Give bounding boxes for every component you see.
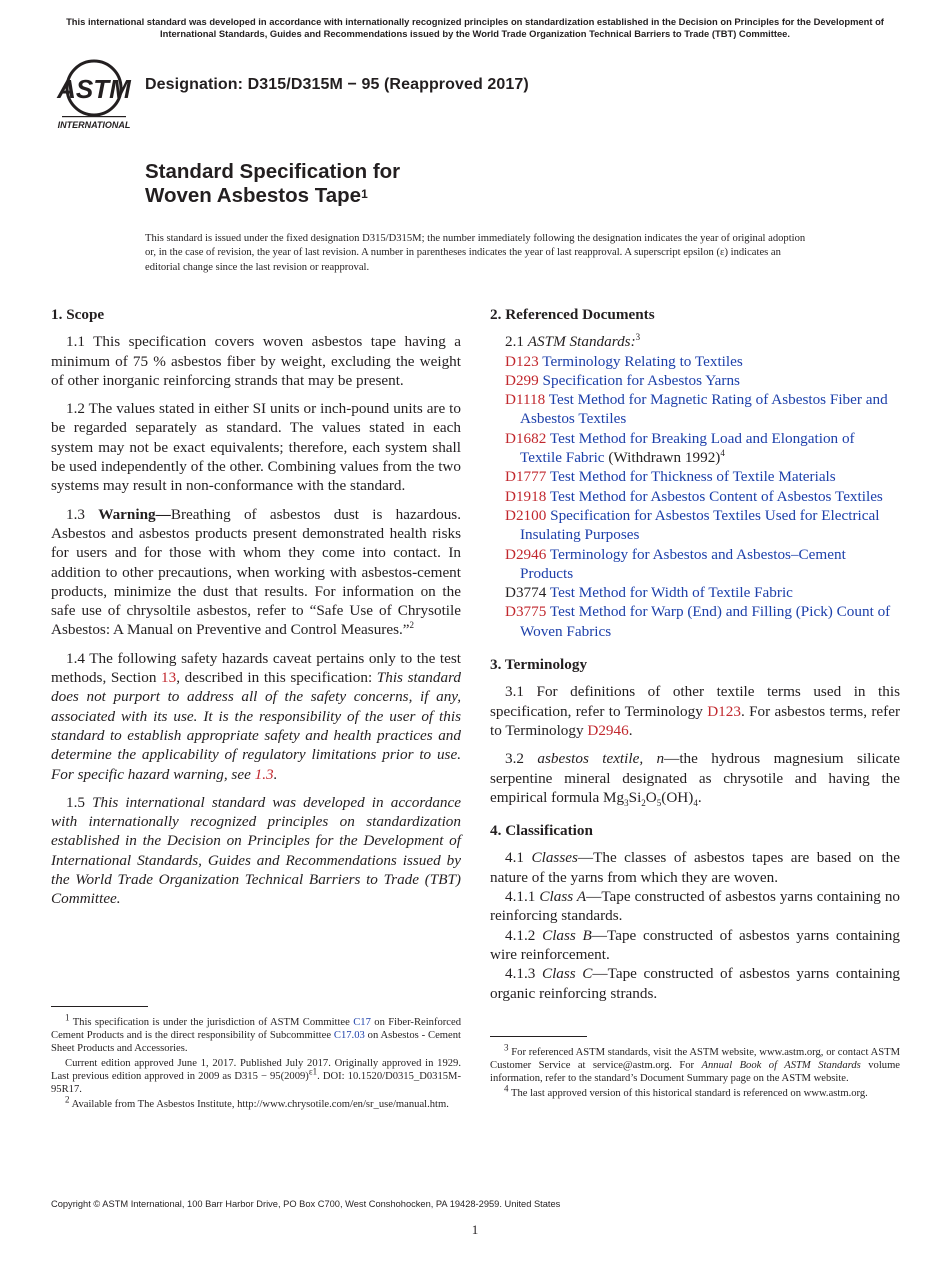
- footnote-text: For referenced ASTM standards, visit the ASTM website, www.astm.org, or contact ASTM Customer Service at service@astm.org. For: [490, 1047, 900, 1071]
- section-13-link[interactable]: 13: [161, 669, 177, 687]
- para-4-1-2: [490, 926, 900, 965]
- para-end: .: [697, 788, 702, 806]
- footnote-2: [51, 1094, 461, 1111]
- para-text: —Tape constructed of asbestos yarns containing organic reinforcing strands.: [490, 965, 901, 1002]
- c17-link[interactable]: C17: [353, 1017, 371, 1028]
- document-code-link[interactable]: D3774: [505, 584, 547, 602]
- formula-subscript: 5: [656, 797, 662, 808]
- footnote-text: This specification is under the jurisdiction of ASTM Committee: [72, 1017, 350, 1028]
- document-code-link[interactable]: D1682: [505, 429, 547, 447]
- para-4-1-1: [490, 887, 900, 926]
- footnote-text: on Fiber-Reinforced Cement Products and is the direct responsibility of Subcommittee: [51, 1017, 462, 1041]
- para-text: —The classes of asbestos tapes are based on the nature of the yarns from which they are woven.: [490, 849, 901, 886]
- warning-text: Breathing of asbestos dust is hazardous. Asbestos and asbestos products present demonstrated health risks for users and for those with whom they come into contact. In addition to other precautions, when working with asbestos-cement products, minimize the dust that results. For information on the safe use of chrysoltile asbestos, refer to “Safe Use of Chrysotile Asbestos: A Manual on Preventive and Control Measures.”: [51, 505, 461, 639]
- footnote-4: [490, 1083, 900, 1100]
- document-title-link[interactable]: Terminology Relating to Textiles: [542, 352, 743, 370]
- svg-text:INTERNATIONAL: INTERNATIONAL: [57, 120, 131, 130]
- para-1-1: 1.1 This specification covers woven asbestos tape having a minimum of 75 % asbestos fiber by weight, excluding the weight of other inorganic reinforcing strands that may be present.: [51, 333, 461, 389]
- right-column: [490, 305, 900, 1003]
- footnote-mark: 2: [65, 1094, 70, 1105]
- footnote-text: . DOI: 10.1520/D0315_D0315M-95R17.: [51, 1071, 461, 1095]
- astm-logo: [54, 58, 134, 130]
- document-title-link[interactable]: Terminology for Asbestos and Asbestos–Cement Products: [520, 545, 846, 582]
- footnote-3: [490, 1042, 901, 1085]
- safety-caveat-text: This standard does not purport to address all of the safety concerns, if any, associated with its use. It is the responsibility of the user of this standard to establish appropriate safety and health practices and determine the applicability of regulatory limitations prior to use. For specific hazard warning, see: [51, 669, 462, 783]
- para-3-2: [490, 749, 900, 807]
- document-title-link[interactable]: Test Method for Asbestos Content of Asbestos Textiles: [549, 487, 883, 505]
- para-number: 4.1.1: [505, 888, 536, 906]
- para-1-4: [51, 649, 461, 784]
- wto-statement: This international standard was developed in accordance with internationally recognized principles on standardization established in the Decision on Principles for the Development of International Standards, Guides and Recommendations issued by the World Trade Organization Technical Barriers to Trade (TBT) Committee.: [51, 793, 462, 908]
- defined-term: asbestos textile, n: [537, 750, 665, 768]
- document-title-link[interactable]: Test Method for Breaking Load and Elongation of Textile Fabric: [520, 429, 855, 467]
- para-number: 4.1.3: [505, 965, 536, 983]
- section-heading-classification: 4. Classification: [490, 822, 593, 840]
- referenced-document-item: [490, 390, 900, 429]
- document-title-link[interactable]: Specification for Asbestos Yarns: [542, 371, 740, 389]
- left-column: [51, 305, 461, 918]
- c17-03-link[interactable]: C17.03: [333, 1030, 365, 1041]
- para-text: 1.4 The following safety hazards caveat pertains only to the test methods, Section: [51, 649, 461, 687]
- defined-term: Classes: [531, 849, 578, 867]
- section-heading-scope: 1. Scope: [51, 306, 105, 323]
- para-1-2: 1.2 The values stated in either SI units or inch-pound units are to be regarded separately as standard. The values stated in each system may not be exact equivalents; therefore, each system shall be used independently of the other. Combining values from the two systems may result in non-conformance with the standard.: [51, 400, 461, 495]
- footnote-mark: 4: [504, 1083, 509, 1094]
- footnotes-right: [490, 1042, 901, 1102]
- document-code-link[interactable]: D299: [505, 371, 539, 389]
- para-number: 4.1.2: [505, 926, 536, 944]
- footnote-text: Current edition approved June 1, 2017. Published July 2017. Originally approved in 1929. Last previous edition approved in 2009 as D315 − 95(2009): [51, 1058, 461, 1082]
- footnote-text: volume information, refer to the standard’s Document Summary page on the ASTM website.: [490, 1060, 901, 1084]
- para-text: 3.1 For definitions of other textile terms used in this specification, refer to Terminology: [490, 683, 900, 720]
- defined-term: Class C: [541, 965, 593, 983]
- section-1-3-link[interactable]: 1.3: [254, 765, 274, 783]
- document-code-link[interactable]: D3775: [505, 603, 547, 621]
- para-number: 1.5: [66, 793, 85, 811]
- sub-label: ASTM Standards:: [527, 333, 636, 351]
- formula-subscript: 3: [624, 797, 629, 808]
- footnote-1-edition: [51, 1057, 461, 1096]
- defined-term: Class B: [542, 926, 592, 944]
- document-title-link[interactable]: Test Method for Magnetic Rating of Asbestos Fiber and Asbestos Textiles: [520, 391, 888, 428]
- footnote-rule-left: [51, 1006, 148, 1007]
- referenced-document-item: [490, 487, 900, 506]
- footnote-ref-3: 3: [635, 332, 641, 343]
- para-text: . For asbestos terms, refer to Terminology: [490, 702, 900, 739]
- referenced-document-item: [490, 467, 900, 486]
- epsilon-mark: ε1: [308, 1066, 318, 1077]
- book-title: Annual Book of ASTM Standards: [701, 1060, 861, 1071]
- footnote-ref: 4: [720, 448, 725, 459]
- para-number: 3.2: [505, 750, 524, 768]
- document-title-link[interactable]: Test Method for Thickness of Textile Materials: [549, 468, 836, 486]
- title-footnote-mark: 1: [361, 187, 368, 201]
- para-end: .: [628, 721, 633, 739]
- para-number: 2.1: [505, 333, 524, 351]
- para-4-1-3: [490, 964, 900, 1003]
- section-heading-referenced-documents: 2. Referenced Documents: [490, 306, 655, 323]
- document-code-link[interactable]: D123: [505, 352, 539, 370]
- page-number: 1: [471, 1222, 479, 1237]
- para-text: —Tape constructed of asbestos yarns containing no reinforcing standards.: [490, 888, 901, 925]
- formula-part: (OH): [661, 788, 694, 806]
- section-heading-terminology: 3. Terminology: [490, 656, 588, 674]
- document-code-link[interactable]: D1918: [505, 487, 547, 505]
- defined-term: Class A: [539, 888, 587, 906]
- referenced-document-item: [490, 429, 900, 468]
- definition-text: —the hydrous magnesium silicate serpentine mineral designated as chrysotile and having the empirical formula Mg: [490, 750, 900, 806]
- para-number: 4.1: [505, 849, 524, 867]
- para-4-1: [490, 848, 900, 887]
- astm-standards-label: [490, 332, 900, 351]
- standards-notice: This international standard was developed in accordance with internationally recognized principles on standardization established in the Decision on Principles for the Development of International Standards, Guides and Recommendations issued by the World Trade Organization Technical Barriers to Trade (TBT) Committee.: [66, 16, 884, 39]
- document-code-link[interactable]: D1777: [505, 468, 547, 486]
- formula-part: Si: [628, 788, 642, 806]
- copyright-notice: Copyright © ASTM International, 100 Barr Harbor Drive, PO Box C700, West Conshohocken, PA 19428-2959. United States: [51, 1199, 561, 1209]
- referenced-document-item: [490, 602, 900, 641]
- referenced-document-item: [490, 583, 900, 602]
- footnote-ref-2: 2: [409, 620, 415, 631]
- document-title-link[interactable]: Test Method for Width of Textile Fabric: [549, 584, 793, 602]
- issuance-note: This standard is issued under the fixed designation D315/D315M; the number immediately following the designation indicates the year of original adoption or, in the case of revision, the year of last revision. A number in parentheses indicates the year of last reapproval. A superscript epsilon (ε) indicates an editorial change since the last revision or reapproval.: [145, 233, 806, 273]
- referenced-document-item: [490, 352, 900, 371]
- astm-logo-graphic: [54, 58, 134, 130]
- d2946-link[interactable]: D2946: [587, 721, 629, 739]
- warning-label: Warning—: [98, 505, 171, 523]
- footnote-text: The last approved version of this historical standard is referenced on www.astm.org.: [510, 1088, 868, 1099]
- document-code-link[interactable]: D2946: [505, 545, 547, 563]
- para-text: —Tape constructed of asbestos yarns containing wire reinforcement.: [490, 926, 900, 963]
- formula-part: O: [645, 788, 657, 806]
- withdrawn-note: (Withdrawn 1992): [604, 449, 721, 467]
- para-number: 1.3: [66, 505, 85, 523]
- para-text: , described in this specification:: [176, 669, 373, 687]
- para-end: .: [273, 765, 278, 783]
- d123-link[interactable]: D123: [707, 702, 741, 720]
- referenced-document-item: [490, 545, 900, 584]
- footnote-text: Available from The Asbestos Institute, http://www.chrysotile.com/en/sr_use/manual.htm.: [71, 1099, 449, 1110]
- designation: Designation: D315/D315M − 95 (Reapproved 2017): [145, 76, 529, 93]
- title-line-2: Woven Asbestos Tape: [145, 184, 362, 207]
- para-1-5: [51, 793, 461, 909]
- document-title-link[interactable]: Test Method for Warp (End) and Filling (Pick) Count of Woven Fabrics: [520, 603, 891, 640]
- document-code-link[interactable]: D2100: [505, 506, 547, 524]
- referenced-document-item: [490, 371, 900, 390]
- referenced-documents-list: [490, 352, 900, 641]
- title-line-1: Standard Specification for: [145, 160, 401, 183]
- footnote-text: on Asbestos - Cement Sheet Products and Accessories.: [51, 1030, 461, 1054]
- footnote-1: [51, 1012, 462, 1055]
- document-code-link[interactable]: D1118: [505, 391, 546, 409]
- formula-subscript: 4: [693, 797, 698, 808]
- referenced-document-item: [490, 506, 900, 545]
- footnotes-left: [51, 1012, 462, 1113]
- footnote-rule-right: [490, 1036, 587, 1037]
- footnote-mark: 3: [504, 1042, 509, 1053]
- svg-text:ASTM: ASTM: [57, 74, 131, 104]
- document-title-link[interactable]: Specification for Asbestos Textiles Used for Electrical Insulating Purposes: [520, 506, 880, 544]
- document-title: [145, 160, 400, 208]
- para-1-3: [51, 505, 461, 640]
- para-3-1: [490, 682, 900, 740]
- formula-subscript: 2: [641, 797, 646, 808]
- footnote-mark: 1: [65, 1012, 70, 1023]
